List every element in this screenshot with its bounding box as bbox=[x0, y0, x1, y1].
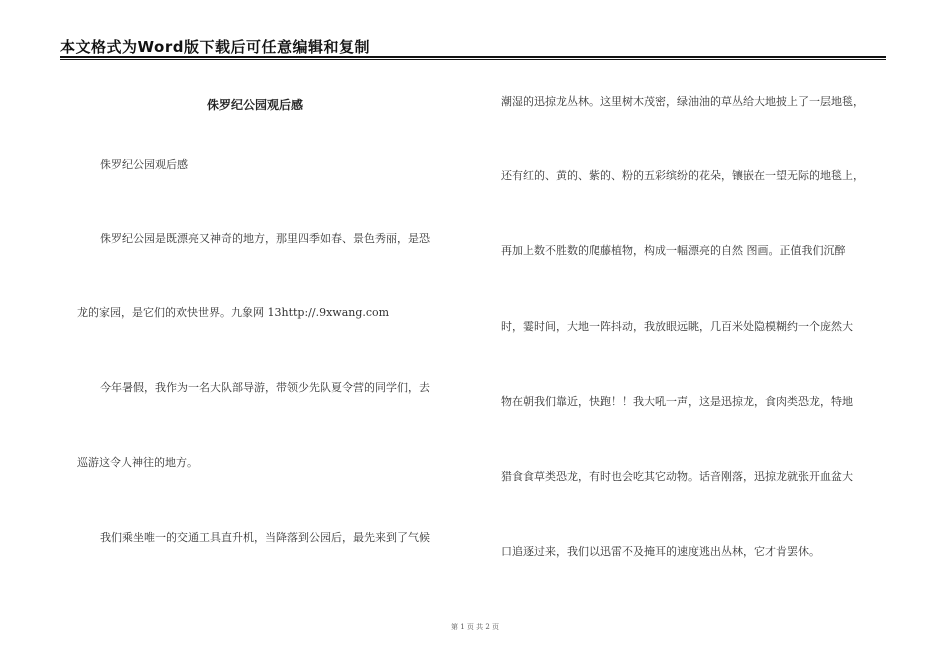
right-line-1: 潮湿的迅掠龙丛林。这里树木茂密，绿油油的草丛给大地披上了一层地毯， bbox=[501, 95, 864, 108]
left-line-2: 侏罗纪公园是既漂亮又神奇的地方，那里四季如春、景色秀丽，是恐 bbox=[100, 232, 430, 245]
page-number-footer: 第 1 页 共 2 页 bbox=[450, 623, 500, 631]
header-rule-thin bbox=[60, 59, 886, 60]
left-line-5: 巡游这令人神往的地方。 bbox=[77, 456, 198, 469]
right-line-6: 猎食食草类恐龙，有时也会吃其它动物。话音刚落，迅掠龙就张开血盆大 bbox=[501, 470, 853, 483]
right-line-7: 口追逐过来，我们以迅雷不及掩耳的速度逃出丛林，它才肯罢休。 bbox=[501, 545, 820, 558]
right-line-3: 再加上数不胜数的爬藤植物，构成一幅漂亮的自然 图画。正值我们沉醉 bbox=[501, 244, 846, 257]
right-line-2: 还有红的、黄的、紫的、粉的五彩缤纷的花朵，镶嵌在一望无际的地毯上， bbox=[501, 169, 864, 182]
header-banner: 本文格式为Word版下载后可任意编辑和复制 bbox=[60, 38, 370, 56]
left-line-3: 龙的家园，是它们的欢快世界。九象网 13http://.9xwang.com bbox=[77, 306, 390, 319]
left-line-4: 今年暑假，我作为一名大队部导游，带领少先队夏令营的同学们，去 bbox=[100, 381, 430, 394]
left-line-6: 我们乘坐唯一的交通工具直升机，当降落到公园后，最先来到了气候 bbox=[100, 531, 430, 544]
right-line-4: 时，霎时间，大地一阵抖动，我放眼远眺，几百米处隐模糊约一个庞然大 bbox=[501, 320, 853, 333]
left-line-1: 侏罗纪公园观后感 bbox=[100, 158, 188, 171]
document-title: 侏罗纪公园观后感 bbox=[207, 98, 304, 112]
right-line-5: 物在朝我们靠近，快跑！！我大吼一声，这是迅掠龙，食肉类恐龙，特地 bbox=[501, 395, 853, 408]
header-rule-thick bbox=[60, 56, 886, 58]
